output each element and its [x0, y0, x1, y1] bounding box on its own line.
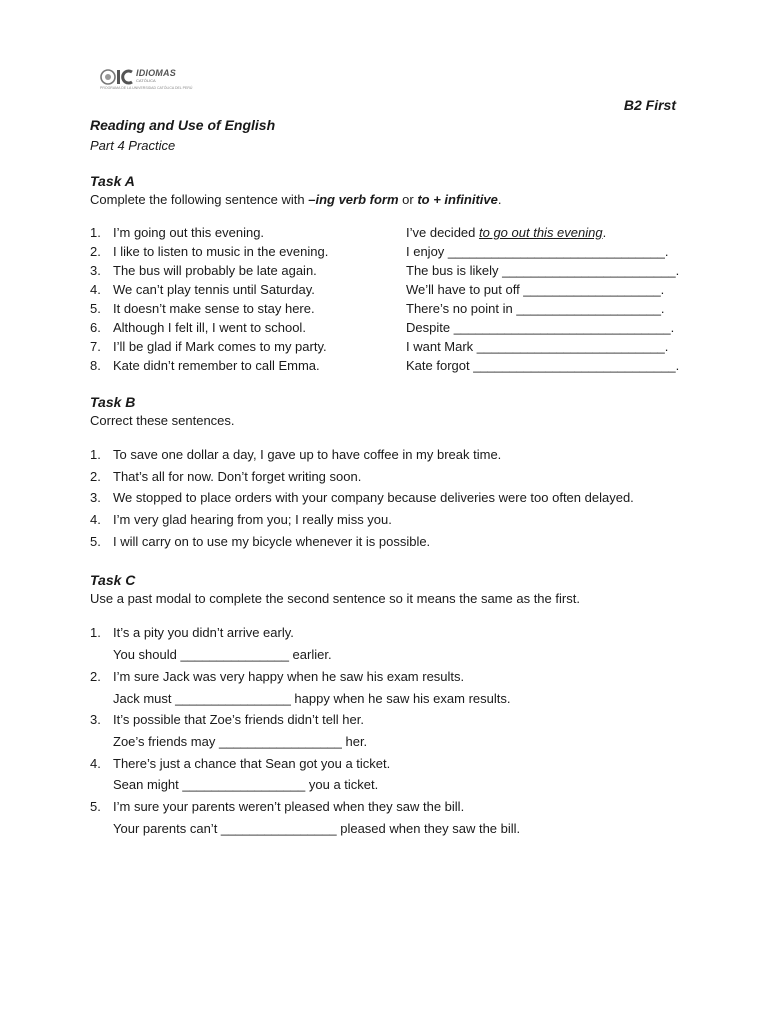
- task-a-instructions: Complete the following sentence with –ing verb form or to + infinitive.: [90, 192, 502, 207]
- list-item: 4. We can’t play tennis until Saturday. We’ll have to put off ___________________.: [90, 282, 665, 297]
- task-b-instructions: Correct these sentences.: [90, 413, 235, 428]
- list-item: 6. Although I felt ill, I went to school. Despite ______________________________.: [90, 320, 675, 335]
- list-item: 4. I’m very glad hearing from you; I really miss you.: [90, 512, 392, 528]
- ic-logo-icon: [100, 68, 134, 86]
- list-item: 7. I’ll be glad if Mark comes to my party. I want Mark __________________________.: [90, 339, 669, 354]
- logo-brand: IDIOMAS: [136, 68, 176, 78]
- task-b: [90, 393, 680, 552]
- list-item: 8. Kate didn’t remember to call Emma. Kate forgot ____________________________.: [90, 358, 680, 373]
- list-item: 3. The bus will probably be late again. The bus is likely ________________________.: [90, 263, 680, 278]
- worksheet: [90, 116, 680, 839]
- list-item: 5. I’m sure your parents weren’t pleased when they saw the bill. Your parents can’t ________________ pleased when they saw the bill.: [90, 798, 521, 836]
- list-item: 5. It doesn’t make sense to stay here. There’s no point in ____________________.: [90, 301, 665, 316]
- list-item: 4. There’s just a chance that Sean got you a ticket. Sean might _________________ you a ticket.: [90, 755, 391, 793]
- task-a-title: Task A: [90, 173, 135, 189]
- task-c-instructions: Use a past modal to complete the second sentence so it means the same as the first.: [90, 591, 580, 607]
- task-b-title: Task B: [90, 394, 136, 410]
- page-subtitle: Part 4 Practice: [90, 138, 176, 153]
- list-item: 2. I like to listen to music in the evening. I enjoy ______________________________.: [90, 244, 669, 259]
- list-item: 2. I’m sure Jack was very happy when he saw his exam results. Jack must ________________ happy when he saw his exam results.: [90, 668, 511, 706]
- list-item: 1. I’m going out this evening. I’ve decided to go out this evening.: [90, 225, 607, 240]
- list-item: 1. To save one dollar a day, I gave up to have coffee in my break time.: [90, 447, 502, 462]
- task-a: [90, 172, 680, 375]
- institution-logo: [100, 66, 193, 94]
- list-item: 2. That’s all for now. Don’t forget writing soon.: [90, 468, 362, 484]
- task-a-list: [90, 223, 680, 375]
- list-item: 5. I will carry on to use my bicycle whenever it is possible.: [90, 533, 431, 549]
- list-item: 3. It’s possible that Zoe’s friends didn’t tell her. Zoe’s friends may _________________ her.: [90, 712, 368, 749]
- task-b-list: [90, 444, 680, 552]
- task-c: [90, 571, 680, 839]
- example-answer: to go out this evening: [479, 225, 603, 240]
- list-item: 1. It’s a pity you didn’t arrive early. You should _______________ earlier.: [90, 625, 332, 663]
- logo-tagline: PROGRAMA DE LA UNIVERSIDAD CATÓLICA DEL PERÚ: [100, 86, 193, 90]
- task-c-list: [90, 622, 680, 839]
- page-title: Reading and Use of English: [90, 117, 276, 133]
- task-c-title: Task C: [90, 572, 136, 589]
- logo-sub: CATÓLICA: [136, 78, 156, 83]
- list-item: 3. We stopped to place orders with your company because deliveries were too often delayed.: [90, 490, 634, 506]
- exam-level: B2 First: [623, 97, 676, 113]
